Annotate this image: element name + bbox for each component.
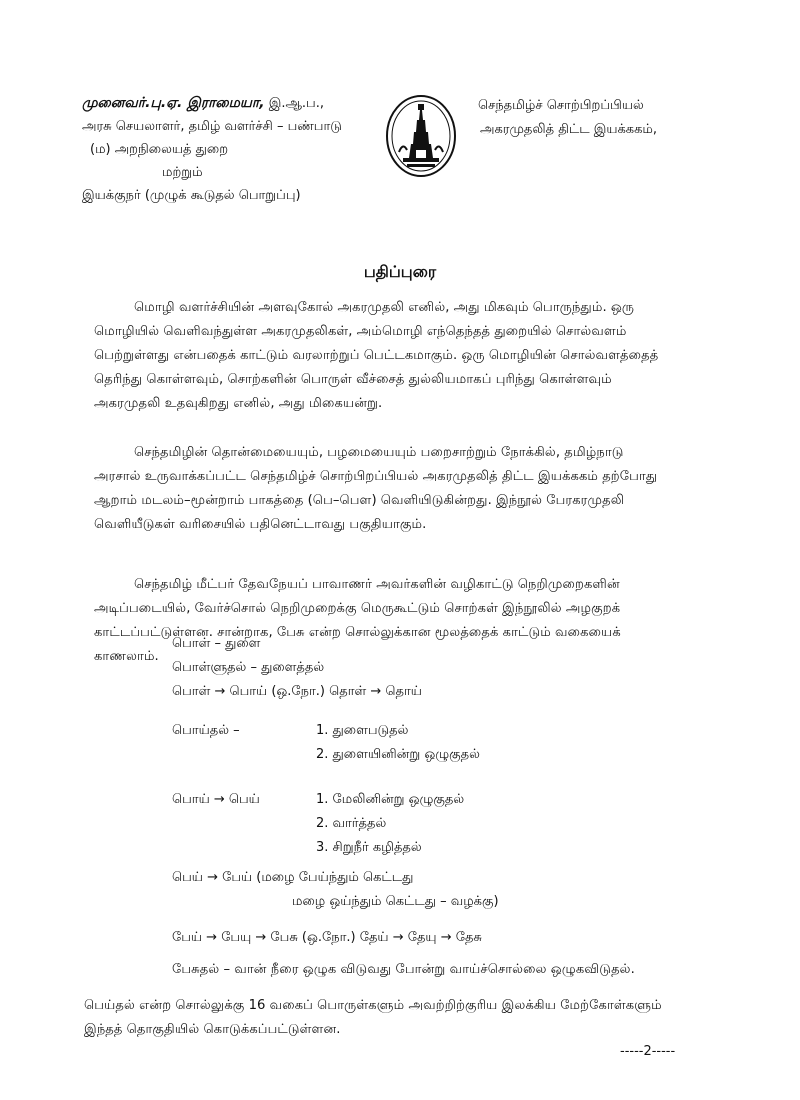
sender-designation: அரசு செயலாளர், தமிழ் வளர்ச்சி – பண்பாடு	[82, 119, 342, 134]
office-name-line2: அகரமுதலித் திட்ட இயக்ககம்,	[480, 122, 658, 137]
paragraph-line: மொழியில் வெளிவந்துள்ள அகரமுதலிகள், அம்மொழி எந்தெந்தத் துறையில் சொல்வளம்	[94, 324, 627, 339]
sender-name: முனைவர்.பு.ஏ. இராமையா,	[82, 95, 265, 111]
paragraph-line: தெரிந்து கொள்ளவும், சொற்களின் பொருள் வீச்சைத் துல்லியமாகப் புரிந்து கொள்ளவும்	[94, 372, 612, 387]
example-line: பொள்ளுதல் – துளைத்தல்	[172, 660, 325, 675]
document-title: பதிப்புரை	[363, 262, 437, 281]
example-sense: 2. வார்த்தல்	[316, 816, 387, 831]
example-sense: 1. துளைபடுதல்	[316, 723, 409, 738]
example-sense: 1. மேலினின்று ஒழுகுதல்	[316, 792, 465, 807]
sender-additional-role: இயக்குநர் (முழுக் கூடுதல் பொறுப்பு)	[82, 188, 301, 203]
paragraph-line: வெளியீடுகள் வரிசையில் பதினெட்டாவது பகுதியாகும்.	[94, 517, 427, 532]
paragraph-2	[94, 441, 734, 537]
paragraph-line: ஆறாம் மடலம்–மூன்றாம் பாகத்தை (பெ–பௌ) வெளியிடுகின்றது. இந்நூல் பேரகரமுதலி	[94, 493, 625, 508]
tamilnadu-emblem-icon	[383, 92, 459, 182]
paragraph-line: காட்டப்பட்டுள்ளன. சான்றாக, பேசு என்ற சொல்லுக்கான மூலத்தைக் காட்டும் வகையைக்	[94, 625, 621, 640]
paragraph-line: இந்தத் தொகுதியில் கொடுக்கப்பட்டுள்ளன.	[84, 1022, 341, 1037]
paragraph-line: பெற்றுள்ளது என்பதைக் காட்டும் வரலாற்றுப் பெட்டகமாகும். ஒரு மொழியின் சொல்வளத்தைத்	[94, 348, 659, 363]
sender-conjunction: மற்றும்	[162, 165, 203, 180]
paragraph-3	[94, 573, 734, 669]
paragraph-line: அரசால் உருவாக்கப்பட்ட செந்தமிழ்ச் சொற்பிறப்பியல் அகரமுதலித் திட்ட இயக்ககம் தற்போது	[94, 469, 658, 484]
example-line: பேய் → பேயு → பேசு (ஒ.நோ.) தேய் → தேயு → தேசு	[172, 930, 482, 945]
paragraph-1	[94, 296, 734, 416]
example-line: பொள் – துளை	[172, 636, 261, 651]
closing-definition: பேசுதல் – வான் நீரை ஒழுக விடுவது போன்று வாய்ச்சொல்லை ஒழுகவிடுதல்.	[172, 962, 635, 977]
paragraph-line: அகரமுதலி உதவுகிறது எனில், அது மிகையன்று.	[94, 396, 383, 411]
example-line: பொள் → பொய் (ஒ.நோ.) தொள் → தொய்	[172, 684, 422, 699]
example-headword: பொய் → பெய்	[172, 792, 260, 807]
example-sense: 3. சிறுநீர் கழித்தல்	[316, 840, 422, 855]
closing-paragraph	[84, 994, 744, 1042]
sender-qualification: இ.ஆ.ப.,	[268, 96, 324, 111]
sender-block	[82, 92, 382, 207]
paragraph-line: மொழி வளர்ச்சியின் அளவுகோல் அகரமுதலி எனில், அது மிகவும் பொருந்தும். ஒரு	[134, 300, 635, 315]
example-headword: பொய்தல் –	[172, 723, 240, 738]
sender-department: (ம) அறநிலையத் துறை	[90, 142, 229, 157]
example-line: மழை ஒய்ந்தும் கெட்டது – வழக்கு)	[292, 894, 499, 909]
example-sense: 2. துளையினின்று ஒழுகுதல்	[316, 747, 480, 762]
paragraph-line: பெய்தல் என்ற சொல்லுக்கு 16 வகைப் பொருள்களும் அவற்றிற்குரிய இலக்கிய மேற்கோள்களும்	[84, 998, 662, 1013]
example-line: பெய் → பேய் (மழை பேய்ந்தும் கெட்டது	[172, 870, 414, 885]
paragraph-line: காணலாம்.	[94, 649, 159, 664]
paragraph-line: அடிப்படையில், வேர்ச்சொல் நெறிமுறைக்கு மெருகூட்டும் சொற்கள் இந்நூலில் அழகுறக்	[94, 601, 621, 616]
paragraph-line: செந்தமிழின் தொன்மையையும், பழமையையும் பறைசாற்றும் நோக்கில், தமிழ்நாடு	[134, 445, 624, 460]
paragraph-line: செந்தமிழ் மீட்பர் தேவநேயப் பாவாணர் அவர்களின் வழிகாட்டு நெறிமுறைகளின்	[134, 577, 620, 592]
office-name-line1: செந்தமிழ்ச் சொற்பிறப்பியல்	[478, 98, 644, 113]
page-number: -----2-----	[620, 1044, 676, 1059]
office-block	[460, 94, 780, 142]
